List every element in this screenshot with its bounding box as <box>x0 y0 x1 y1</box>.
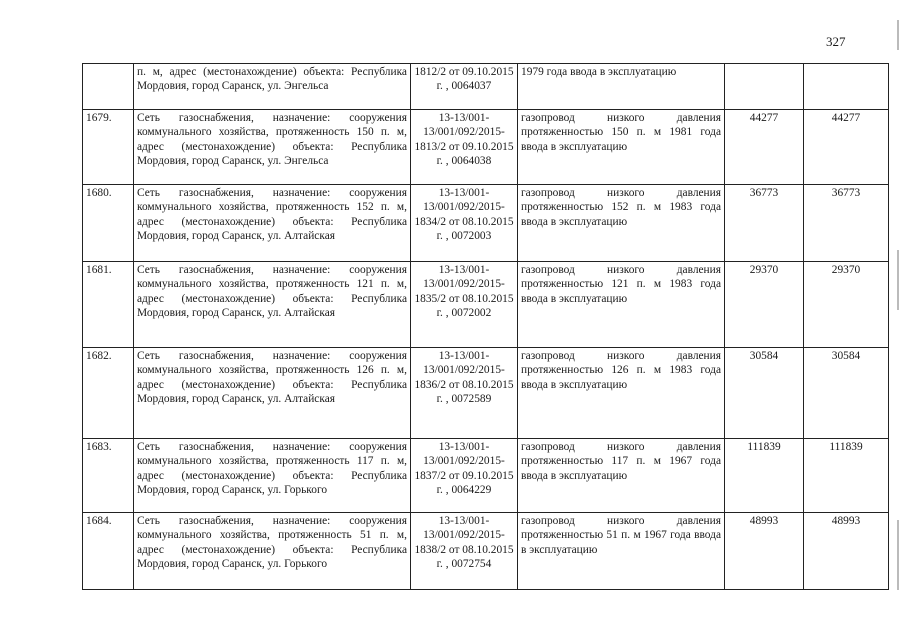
row-number: 1682. <box>83 348 134 439</box>
value-cell: 111839 <box>725 439 804 513</box>
value-cell: 36773 <box>804 185 889 262</box>
table-row <box>83 185 889 262</box>
property-registry-table <box>82 63 889 590</box>
object-description: Сеть газоснабжения, назначение: сооружения коммунального хозяйства, протяженность 121 п. м, адрес (местонахождение) объекта: Республика Мордовия, город Саранск, ул. Алтайская <box>134 262 411 348</box>
object-characteristic: 1979 года ввода в эксплуатацию <box>518 64 725 110</box>
table-row <box>83 110 889 185</box>
object-description: Сеть газоснабжения, назначение: сооружения коммунального хозяйства, протяженность 126 п. м, адрес (местонахождение) объекта: Республика Мордовия, город Саранск, ул. Алтайская <box>134 348 411 439</box>
table-row <box>83 513 889 590</box>
value-cell: 29370 <box>804 262 889 348</box>
registration-record: 13-13/001-13/001/092/2015-1837/2 от 09.10.2015 г. , 0064229 <box>411 439 518 513</box>
value-cell <box>725 64 804 110</box>
value-cell: 30584 <box>725 348 804 439</box>
value-cell: 44277 <box>725 110 804 185</box>
object-description: Сеть газоснабжения, назначение: сооружения коммунального хозяйства, протяженность 117 п. м, адрес (местонахождение) объекта: Республика Мордовия, город Саранск, ул. Горького <box>134 439 411 513</box>
object-description: Сеть газоснабжения, назначение: сооружения коммунального хозяйства, протяженность 152 п. м, адрес (местонахождение) объекта: Республика Мордовия, город Саранск, ул. Алтайская <box>134 185 411 262</box>
object-characteristic: газопровод низкого давления протяженностью 121 п. м 1983 года ввода в эксплуатацию <box>518 262 725 348</box>
row-number <box>83 64 134 110</box>
scan-edge-mark <box>897 250 899 310</box>
object-characteristic: газопровод низкого давления протяженностью 117 п. м 1967 года ввода в эксплуатацию <box>518 439 725 513</box>
value-cell: 44277 <box>804 110 889 185</box>
row-number: 1684. <box>83 513 134 590</box>
registration-record: 13-13/001-13/001/092/2015-1838/2 от 08.10.2015 г. , 0072754 <box>411 513 518 590</box>
value-cell: 36773 <box>725 185 804 262</box>
object-characteristic: газопровод низкого давления протяженностью 152 п. м 1983 года ввода в эксплуатацию <box>518 185 725 262</box>
registration-record: 13-13/001-13/001/092/2015-1813/2 от 09.10.2015 г. , 0064038 <box>411 110 518 185</box>
row-number: 1681. <box>83 262 134 348</box>
object-characteristic: газопровод низкого давления протяженностью 150 п. м 1981 года ввода в эксплуатацию <box>518 110 725 185</box>
scan-edge-mark <box>897 520 899 590</box>
table-row <box>83 262 889 348</box>
value-cell: 29370 <box>725 262 804 348</box>
page-number: 327 <box>826 34 846 49</box>
object-description: п. м, адрес (местонахождение) объекта: Республика Мордовия, город Саранск, ул. Энгельса <box>134 64 411 110</box>
value-cell <box>804 64 889 110</box>
object-description: Сеть газоснабжения, назначение: сооружения коммунального хозяйства, протяженность 51 п. м, адрес (местонахождение) объекта: Республика Мордовия, город Саранск, ул. Горького <box>134 513 411 590</box>
object-description: Сеть газоснабжения, назначение: сооружения коммунального хозяйства, протяженность 150 п. м, адрес (местонахождение) объекта: Республика Мордовия, город Саранск, ул. Энгельса <box>134 110 411 185</box>
scan-edge-mark <box>897 20 899 50</box>
table-row <box>83 348 889 439</box>
table-row <box>83 439 889 513</box>
row-number: 1680. <box>83 185 134 262</box>
row-number: 1679. <box>83 110 134 185</box>
value-cell: 48993 <box>804 513 889 590</box>
registration-record: 1812/2 от 09.10.2015 г. , 0064037 <box>411 64 518 110</box>
value-cell: 48993 <box>725 513 804 590</box>
registration-record: 13-13/001-13/001/092/2015-1834/2 от 08.10.2015 г. , 0072003 <box>411 185 518 262</box>
table-row <box>83 64 889 110</box>
registration-record: 13-13/001-13/001/092/2015-1836/2 от 08.10.2015 г. , 0072589 <box>411 348 518 439</box>
object-characteristic: газопровод низкого давления протяженностью 126 п. м 1983 года ввода в эксплуатацию <box>518 348 725 439</box>
object-characteristic: газопровод низкого давления протяженностью 51 п. м 1967 года ввода в эксплуатацию <box>518 513 725 590</box>
value-cell: 30584 <box>804 348 889 439</box>
row-number: 1683. <box>83 439 134 513</box>
registration-record: 13-13/001-13/001/092/2015-1835/2 от 08.10.2015 г. , 0072002 <box>411 262 518 348</box>
value-cell: 111839 <box>804 439 889 513</box>
